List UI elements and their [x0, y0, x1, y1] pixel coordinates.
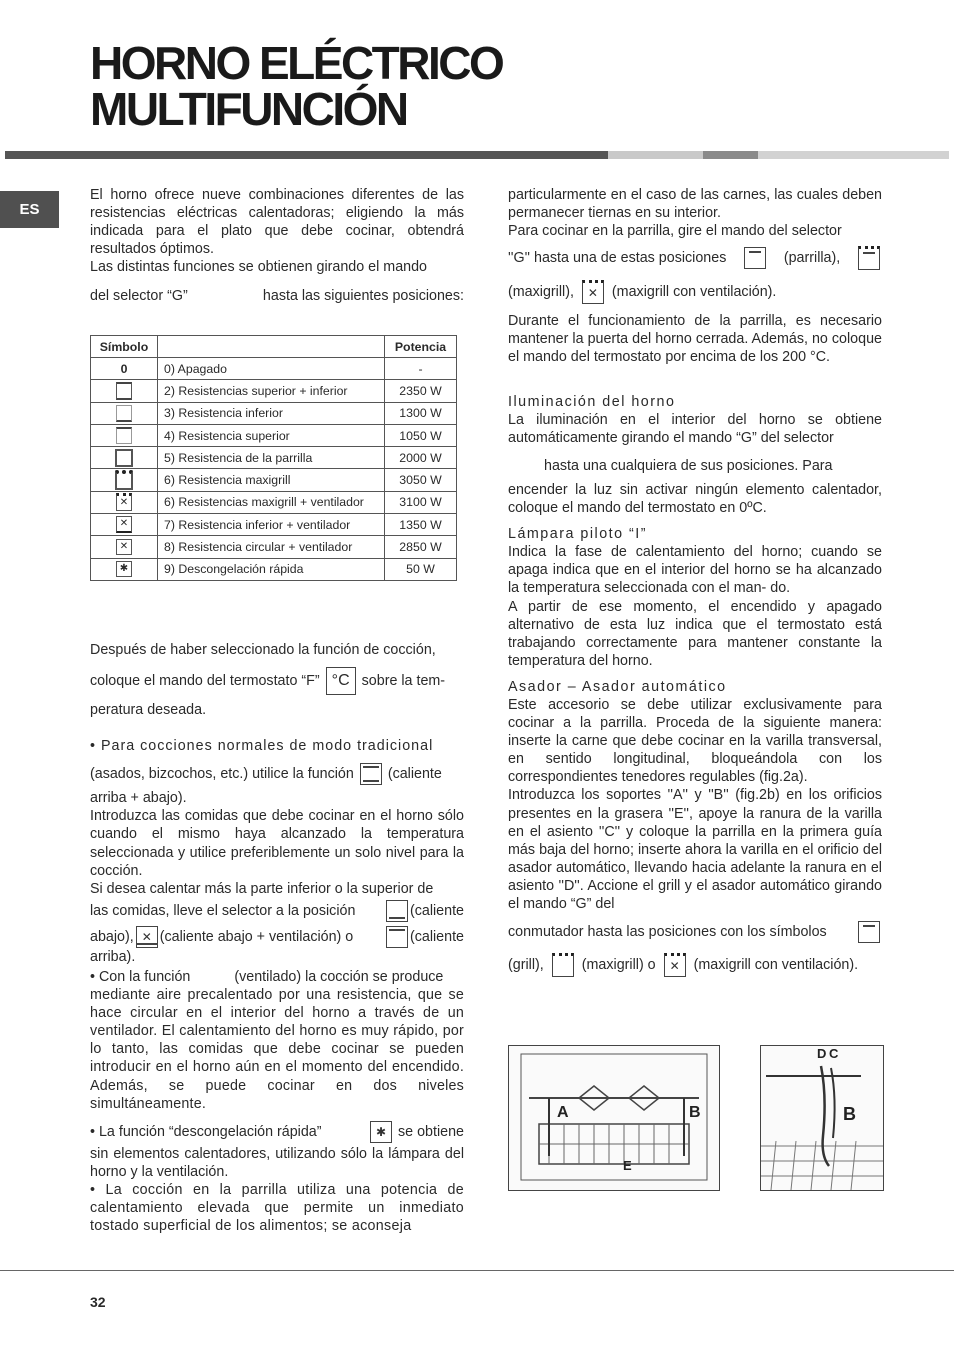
- table-row: [91, 447, 457, 469]
- rotisserie-paragraph: Este accesorio se debe utilizar exclusivamente para cocinar a la parrilla. Proceda de la siguiente manera: inserte la carne que debe cocinar en la varilla transversal, en sentido longitudinal, bloqueándola con los correspondientes tenedores regulables (fig.2a).: [508, 696, 882, 786]
- intro-paragraph: El horno ofrece nueve combinaciones diferentes de las resistencias eléctricas calentadoras; eligiendo la más indicada para el plato que debe cocinar, obtendrá resultados óptimos.: [90, 187, 464, 258]
- power-cell: 2350 W: [385, 380, 457, 402]
- thermo-text: coloque el mando del termostato “F”: [90, 672, 320, 689]
- heat-side-line-3: [90, 926, 464, 948]
- table-row: [91, 358, 457, 380]
- grill-positions-text-4: (maxigrill con ventilación).: [611, 284, 777, 301]
- grill-paragraph: Para cocinar en la parrilla, gire el mando del selector: [508, 223, 842, 240]
- rotisserie-text-2: (grill),: [508, 957, 544, 974]
- circular-fan-icon: ✕: [116, 539, 132, 555]
- heat-side-text: las comidas, lleve el selector a la posición: [90, 902, 356, 919]
- page-title: [90, 37, 503, 135]
- heat-side-text-2: (caliente: [409, 902, 464, 919]
- label-e: E: [623, 1158, 632, 1173]
- table-row: [91, 469, 457, 491]
- rotisserie-text-4: (maxigrill con ventilación).: [693, 957, 859, 974]
- symbol-cell: [91, 469, 158, 491]
- bottom-fan-icon: ✕: [116, 516, 132, 533]
- function-cell: 0) Apagado: [158, 358, 385, 380]
- symbol-cell: [91, 380, 158, 402]
- ventilated-paragraph: mediante aire precalentado por una resistencia, que se hace circular en el interior del horno a través de un ventilador. El calentamiento del horno es muy rápido, por lo tanto, las comidas que debe cocinar se pueden introducir en el horno aún en el momento del encendido. Además, se puede cocinar en dos niveles simultáneamente.: [90, 987, 464, 1112]
- footer-rule: [0, 1270, 954, 1271]
- thermo-line-3: peratura deseada.: [90, 702, 207, 719]
- bottom-heat-icon: [116, 405, 132, 422]
- support-detail-illustration: [761, 1046, 883, 1190]
- heat-side-line-2: [90, 900, 464, 922]
- intro-paragraph-3: [90, 287, 464, 305]
- grill-positions-text: ''G'' hasta una de estas posiciones: [508, 250, 727, 267]
- symbol-off: [91, 358, 158, 380]
- ventilated-text-2: (ventilado) la cocción se produce: [234, 968, 444, 985]
- power-cell: 3050 W: [385, 469, 457, 491]
- label-b-detail: B: [843, 1104, 856, 1124]
- top-bottom-heat-icon: [116, 382, 132, 400]
- power-cell: 1300 W: [385, 402, 457, 424]
- header-symbol: Símbolo: [91, 336, 158, 358]
- bullet-traditional: • Para cocciones normales de modo tradicional: [90, 738, 434, 755]
- heat-side-paragraph: Si desea calentar más la parte inferior o la superior de: [90, 880, 434, 897]
- figure-rotisserie-support: [760, 1045, 884, 1191]
- function-cell: 4) Resistencia superior: [158, 424, 385, 446]
- top-heat-icon: [116, 427, 132, 444]
- traditional-line-3: arriba + abajo).: [90, 790, 187, 807]
- symbol-cell: [91, 558, 158, 580]
- thermo-line-2: [90, 667, 464, 695]
- heading-pilot-lamp: Lámpara piloto “I”: [508, 526, 648, 543]
- oven-rack-illustration: [509, 1046, 719, 1190]
- grill-positions-line: [508, 246, 882, 270]
- traditional-text-2: (caliente: [387, 766, 442, 783]
- symbol-cell: [91, 447, 158, 469]
- table-row: [91, 424, 457, 446]
- power-cell: 1050 W: [385, 424, 457, 446]
- heat-side-text-3: abajo),: [90, 928, 134, 945]
- rotisserie-line-3: [508, 921, 882, 943]
- grill-door-paragraph: Durante el funcionamiento de la parrilla, es necesario mantener la puerta del horno cerrada. Además, no coloque el mando del termostato por encima de los 200 °C.: [508, 313, 882, 366]
- maxigrill-icon: [552, 953, 574, 977]
- grill-icon: [115, 449, 133, 467]
- thermo-line-1: Después de haber seleccionado la función de cocción,: [90, 642, 436, 658]
- lighting-paragraph: La iluminación en el interior del horno se obtiene automáticamente girando el mando “G” del selector: [508, 411, 882, 446]
- top-bottom-heat-icon: [360, 763, 382, 785]
- language-tab: ES: [0, 191, 59, 228]
- thermostat-icon: °C: [326, 667, 356, 695]
- function-cell: 2) Resistencias superior + inferior: [158, 380, 385, 402]
- function-cell: 3) Resistencia inferior: [158, 402, 385, 424]
- power-cell: 2000 W: [385, 447, 457, 469]
- rotisserie-paragraph-2: Introduzca los soportes ''A'' y ''B'' (fig.2b) en los orificios presentes en la grasera ''E'', apoye la ranura de la varilla en el asiento ''C'' y coloque la parrilla en la primera guía más baja del horno; inserte ahora la varilla en el orificio del asador automático, llevando hacia adelante la ranura en el asiento ''D''. Accione el grill y el asador automático girando el mando “G” del: [508, 787, 882, 912]
- maxigrill-fan-icon: [664, 953, 686, 977]
- functions-table: [90, 335, 457, 581]
- defrost-text-2: se obtiene: [398, 1123, 464, 1140]
- grill-intro-paragraph: particularmente en el caso de las carnes, las cuales deben permanecer tiernas en su interior.: [508, 187, 882, 222]
- instructions-section: [90, 641, 464, 1235]
- defrost-text: • La función “descongelación rápida”: [90, 1123, 322, 1140]
- bottom-heat-icon: [386, 900, 408, 922]
- symbol-cell: [91, 514, 158, 536]
- heat-side-line-4: arriba).: [90, 948, 136, 965]
- bullet-defrost: [90, 1121, 464, 1143]
- bullet-traditional-2: [90, 763, 464, 785]
- header-band-mid: [703, 151, 758, 159]
- header-band-dark: [5, 151, 608, 159]
- heading-lighting: Iluminación del horno: [508, 393, 676, 410]
- figure-rotisserie-oven: [508, 1045, 720, 1191]
- pilot-paragraph-2: A partir de ese momento, el encendido y apagado alternativo de esta luz indica que el termostato está trabajando correctamente para mantener constante la temperatura del horno.: [508, 598, 882, 669]
- power-cell: 1350 W: [385, 514, 457, 536]
- maxigrill-fan-icon: ✕: [116, 493, 132, 511]
- table-row: [91, 402, 457, 424]
- power-cell: 3100 W: [385, 491, 457, 513]
- page-number: 32: [90, 1294, 106, 1310]
- intro-section: [90, 186, 464, 306]
- symbol-cell: [91, 424, 158, 446]
- power-cell: 2850 W: [385, 536, 457, 558]
- label-b: B: [689, 1104, 701, 1121]
- intro-paragraph-2: Las distintas funciones se obtienen girando el mando: [90, 259, 427, 276]
- intro-selector-text: del selector “G”: [90, 288, 188, 305]
- defrost-paragraph: sin elementos calentadores, utilizando sólo la lámpara del horno y la ventilación.: [90, 1145, 464, 1180]
- bullet-grill: • La cocción en la parrilla utiliza una potencia de calentamiento elevada que permite un inmediato tostado superficial de los alimentos; se aconseja: [90, 1181, 464, 1235]
- table-row: [91, 536, 457, 558]
- defrost-icon: ✱: [116, 561, 132, 577]
- top-heat-icon: [386, 926, 408, 948]
- power-cell: 50 W: [385, 558, 457, 580]
- table-row: [91, 514, 457, 536]
- function-cell: 6) Resistencia maxigrill: [158, 469, 385, 491]
- grill-positions-line-2: [508, 280, 882, 304]
- symbol-cell: [91, 491, 158, 513]
- pilot-paragraph: Indica la fase de calentamiento del horno; cuando se apaga indica que en el interior del horno se ha alcanzado la temperatura seleccionada con el man- do.: [508, 544, 882, 597]
- table-row: [91, 380, 457, 402]
- heat-side-text-5: (caliente: [409, 928, 464, 945]
- function-cell: 9) Descongelación rápida: [158, 558, 385, 580]
- rotisserie-text: conmutador hasta las posiciones con los símbolos: [508, 924, 827, 941]
- grill-icon: [744, 247, 766, 269]
- maxigrill-fan-icon: [582, 280, 604, 304]
- thermo-text-2: sobre la tem-: [361, 672, 446, 689]
- label-a: A: [557, 1104, 569, 1121]
- function-cell: 7) Resistencia inferior + ventilador: [158, 514, 385, 536]
- traditional-paragraph: Introduzca las comidas que debe cocinar en el horno sólo cuando el mismo haya alcanzado la temperatura seleccionada y utilice preferiblemente un solo nivel para la cocción.: [90, 808, 464, 879]
- maxigrill-icon: [115, 470, 133, 490]
- lighting-paragraph-3: encender la luz sin activar ningún elemento calentador, coloque el mando del termostato en 0ºC.: [508, 481, 882, 517]
- grill-positions-text-2: (parrilla),: [783, 250, 841, 267]
- grill-icon: [858, 921, 880, 943]
- symbol-cell: [91, 536, 158, 558]
- header-power: Potencia: [385, 336, 457, 358]
- rotisserie-text-3: (maxigrill) o: [581, 957, 656, 974]
- header-function: [158, 336, 385, 358]
- heading-rotisserie: Asador – Asador automático: [508, 678, 727, 695]
- function-cell: 8) Resistencia circular + ventilador: [158, 536, 385, 558]
- function-cell: 6) Resistencias maxigrill + ventilador: [158, 491, 385, 513]
- grill-positions-text-3: (maxigrill),: [508, 284, 574, 301]
- heat-side-text-4: (caliente abajo + ventilación) o: [159, 928, 354, 945]
- symbol-cell: [91, 402, 158, 424]
- table-row: [91, 558, 457, 580]
- lighting-paragraph-2: hasta una cualquiera de sus posiciones. Para: [544, 457, 833, 474]
- maxigrill-icon: [858, 246, 880, 270]
- label-d: D: [817, 1046, 827, 1061]
- bullet-ventilated: [90, 968, 464, 986]
- function-cell: 5) Resistencia de la parrilla: [158, 447, 385, 469]
- table-row: [91, 491, 457, 513]
- table-header-row: [91, 336, 457, 358]
- defrost-icon: [370, 1121, 392, 1143]
- right-column: [508, 186, 882, 977]
- header-band-light: [608, 151, 703, 159]
- header-band-light-2: [758, 151, 949, 159]
- bottom-fan-icon: [136, 926, 158, 948]
- title-line-1: HORNO ELÉCTRICO: [90, 37, 503, 89]
- intro-positions-text: hasta las siguientes posiciones:: [262, 288, 464, 305]
- off-symbol-text: 0: [120, 361, 128, 376]
- power-cell: -: [385, 358, 457, 380]
- title-line-2: MULTIFUNCIÓN: [90, 83, 407, 135]
- label-c: C: [829, 1046, 839, 1061]
- traditional-text: (asados, bizcochos, etc.) utilice la función: [90, 766, 354, 783]
- rotisserie-line-4: [508, 953, 882, 977]
- ventilated-text: • Con la función: [90, 968, 191, 985]
